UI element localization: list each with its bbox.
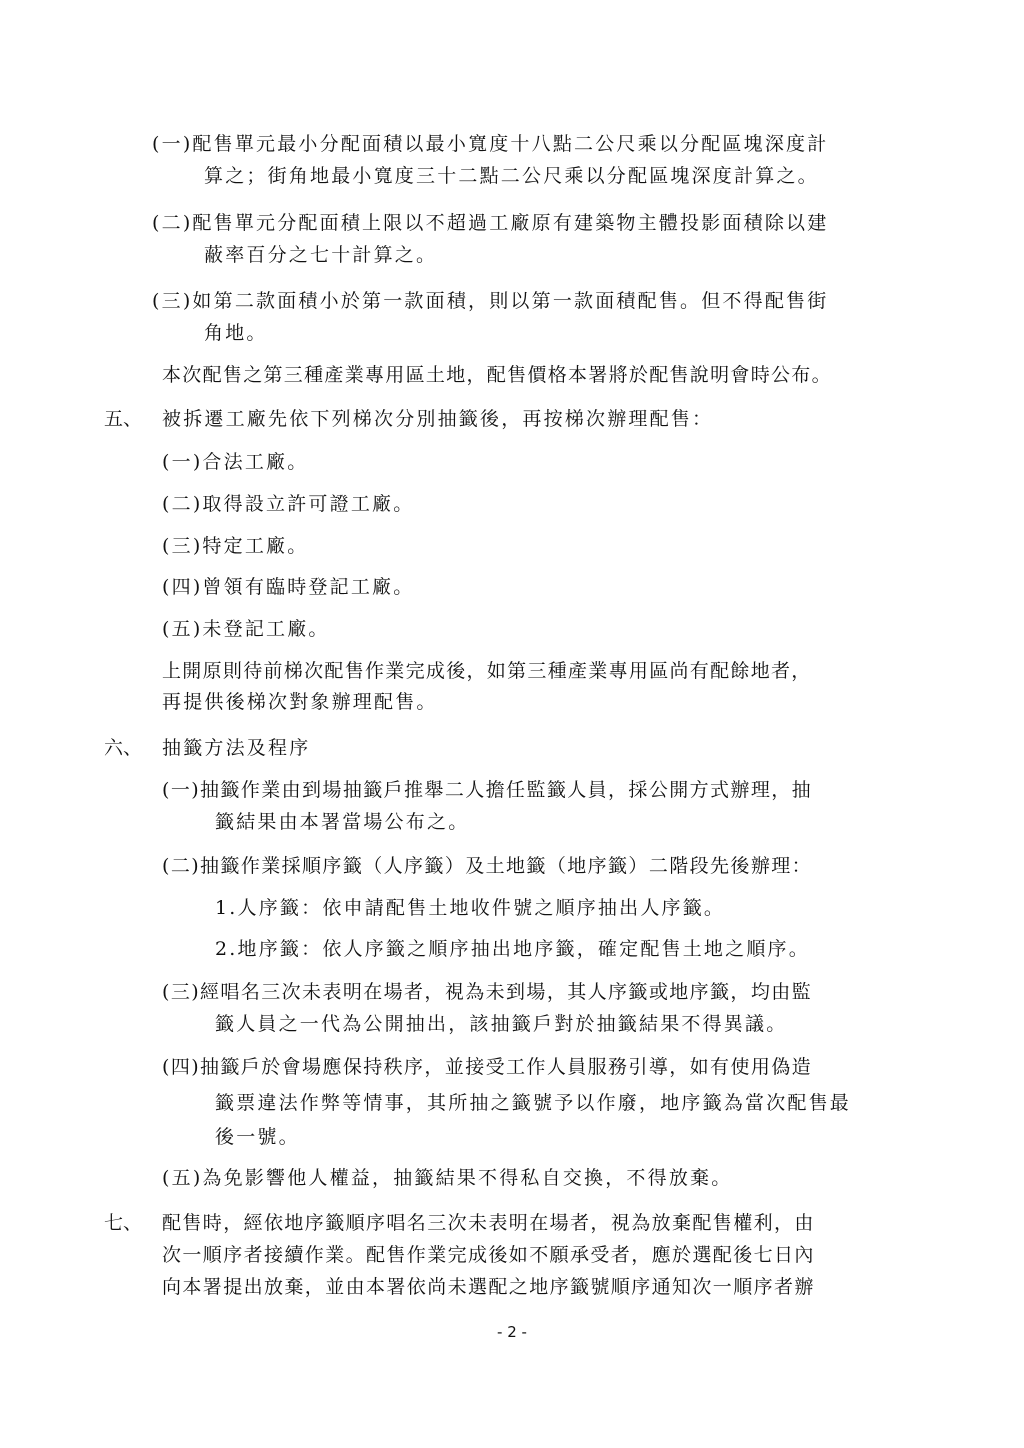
text-line: (三)特定工廠。 bbox=[162, 535, 309, 557]
text-line: 籤結果由本署當場公布之。 bbox=[215, 811, 470, 833]
text-line: (一)抽籤作業由到場抽籤戶推舉二人擔任監籤人員，採公開方式辦理，抽 bbox=[162, 779, 813, 801]
text-line: 次一順序者接續作業。配售作業完成後如不願承受者，應於選配後七日內 bbox=[162, 1244, 815, 1266]
text-line: (四)曾領有臨時登記工廠。 bbox=[162, 576, 415, 598]
text-line: 配售時，經依地序籤順序唱名三次未表明在場者，視為放棄配售權利，由 bbox=[162, 1212, 815, 1234]
text-line: 2.地序籤：依人序籤之順序抽出地序籤，確定配售土地之順序。 bbox=[215, 938, 810, 960]
text-line: 被拆遷工廠先依下列梯次分別抽籤後，再按梯次辦理配售： bbox=[162, 408, 714, 430]
text-line: 蔽率百分之七十計算之。 bbox=[204, 244, 438, 266]
text-line: 籤票違法作弊等情事，其所抽之籤號予以作廢，地序籤為當次配售最 bbox=[215, 1092, 852, 1114]
text-line: 算之；街角地最小寬度三十二點二公尺乘以分配區塊深度計算之。 bbox=[204, 165, 819, 187]
text-line: (二)抽籤作業採順序籤（人序籤）及土地籤（地序籤）二階段先後辦理： bbox=[162, 855, 813, 877]
text-line: 本次配售之第三種產業專用區土地，配售價格本署將於配售說明會時公布。 bbox=[162, 364, 832, 386]
text-line: 上開原則待前梯次配售作業完成後，如第三種產業專用區尚有配餘地者， bbox=[162, 660, 812, 682]
section-number: 六、 bbox=[104, 737, 143, 759]
text-line: (五)為免影響他人權益，抽籤結果不得私自交換，不得放棄。 bbox=[162, 1167, 733, 1189]
text-line: 向本署提出放棄，並由本署依尚未選配之地序籤號順序通知次一順序者辦 bbox=[162, 1276, 815, 1298]
text-line: (二)配售單元分配面積上限以不超過工廠原有建築物主體投影面積除以建 bbox=[152, 212, 829, 234]
text-line: 再提供後梯次對象辦理配售。 bbox=[162, 691, 438, 713]
text-line: 角地。 bbox=[204, 322, 268, 344]
section-number: 五、 bbox=[104, 408, 143, 430]
text-line: (五)未登記工廠。 bbox=[162, 618, 330, 640]
page-number: - 2 - bbox=[497, 1323, 527, 1341]
section-number: 七、 bbox=[104, 1212, 143, 1234]
text-line: 後一號。 bbox=[215, 1126, 300, 1148]
text-line: (一)合法工廠。 bbox=[162, 451, 309, 473]
text-line: (四)抽籤戶於會場應保持秩序，並接受工作人員服務引導，如有使用偽造 bbox=[162, 1056, 813, 1078]
text-line: 抽籤方法及程序 bbox=[162, 737, 311, 759]
text-line: (一)配售單元最小分配面積以最小寬度十八點二公尺乘以分配區塊深度計 bbox=[152, 133, 829, 155]
text-line: 1.人序籤：依申請配售土地收件號之順序抽出人序籤。 bbox=[215, 897, 726, 919]
text-line: 籤人員之一代為公開抽出，該抽籤戶對於抽籤結果不得異議。 bbox=[215, 1013, 788, 1035]
text-line: (二)取得設立許可證工廠。 bbox=[162, 493, 415, 515]
text-line: (三)經唱名三次未表明在場者，視為未到場，其人序籤或地序籤，均由監 bbox=[162, 981, 813, 1003]
text-line: (三)如第二款面積小於第一款面積，則以第一款面積配售。但不得配售街 bbox=[152, 290, 829, 312]
